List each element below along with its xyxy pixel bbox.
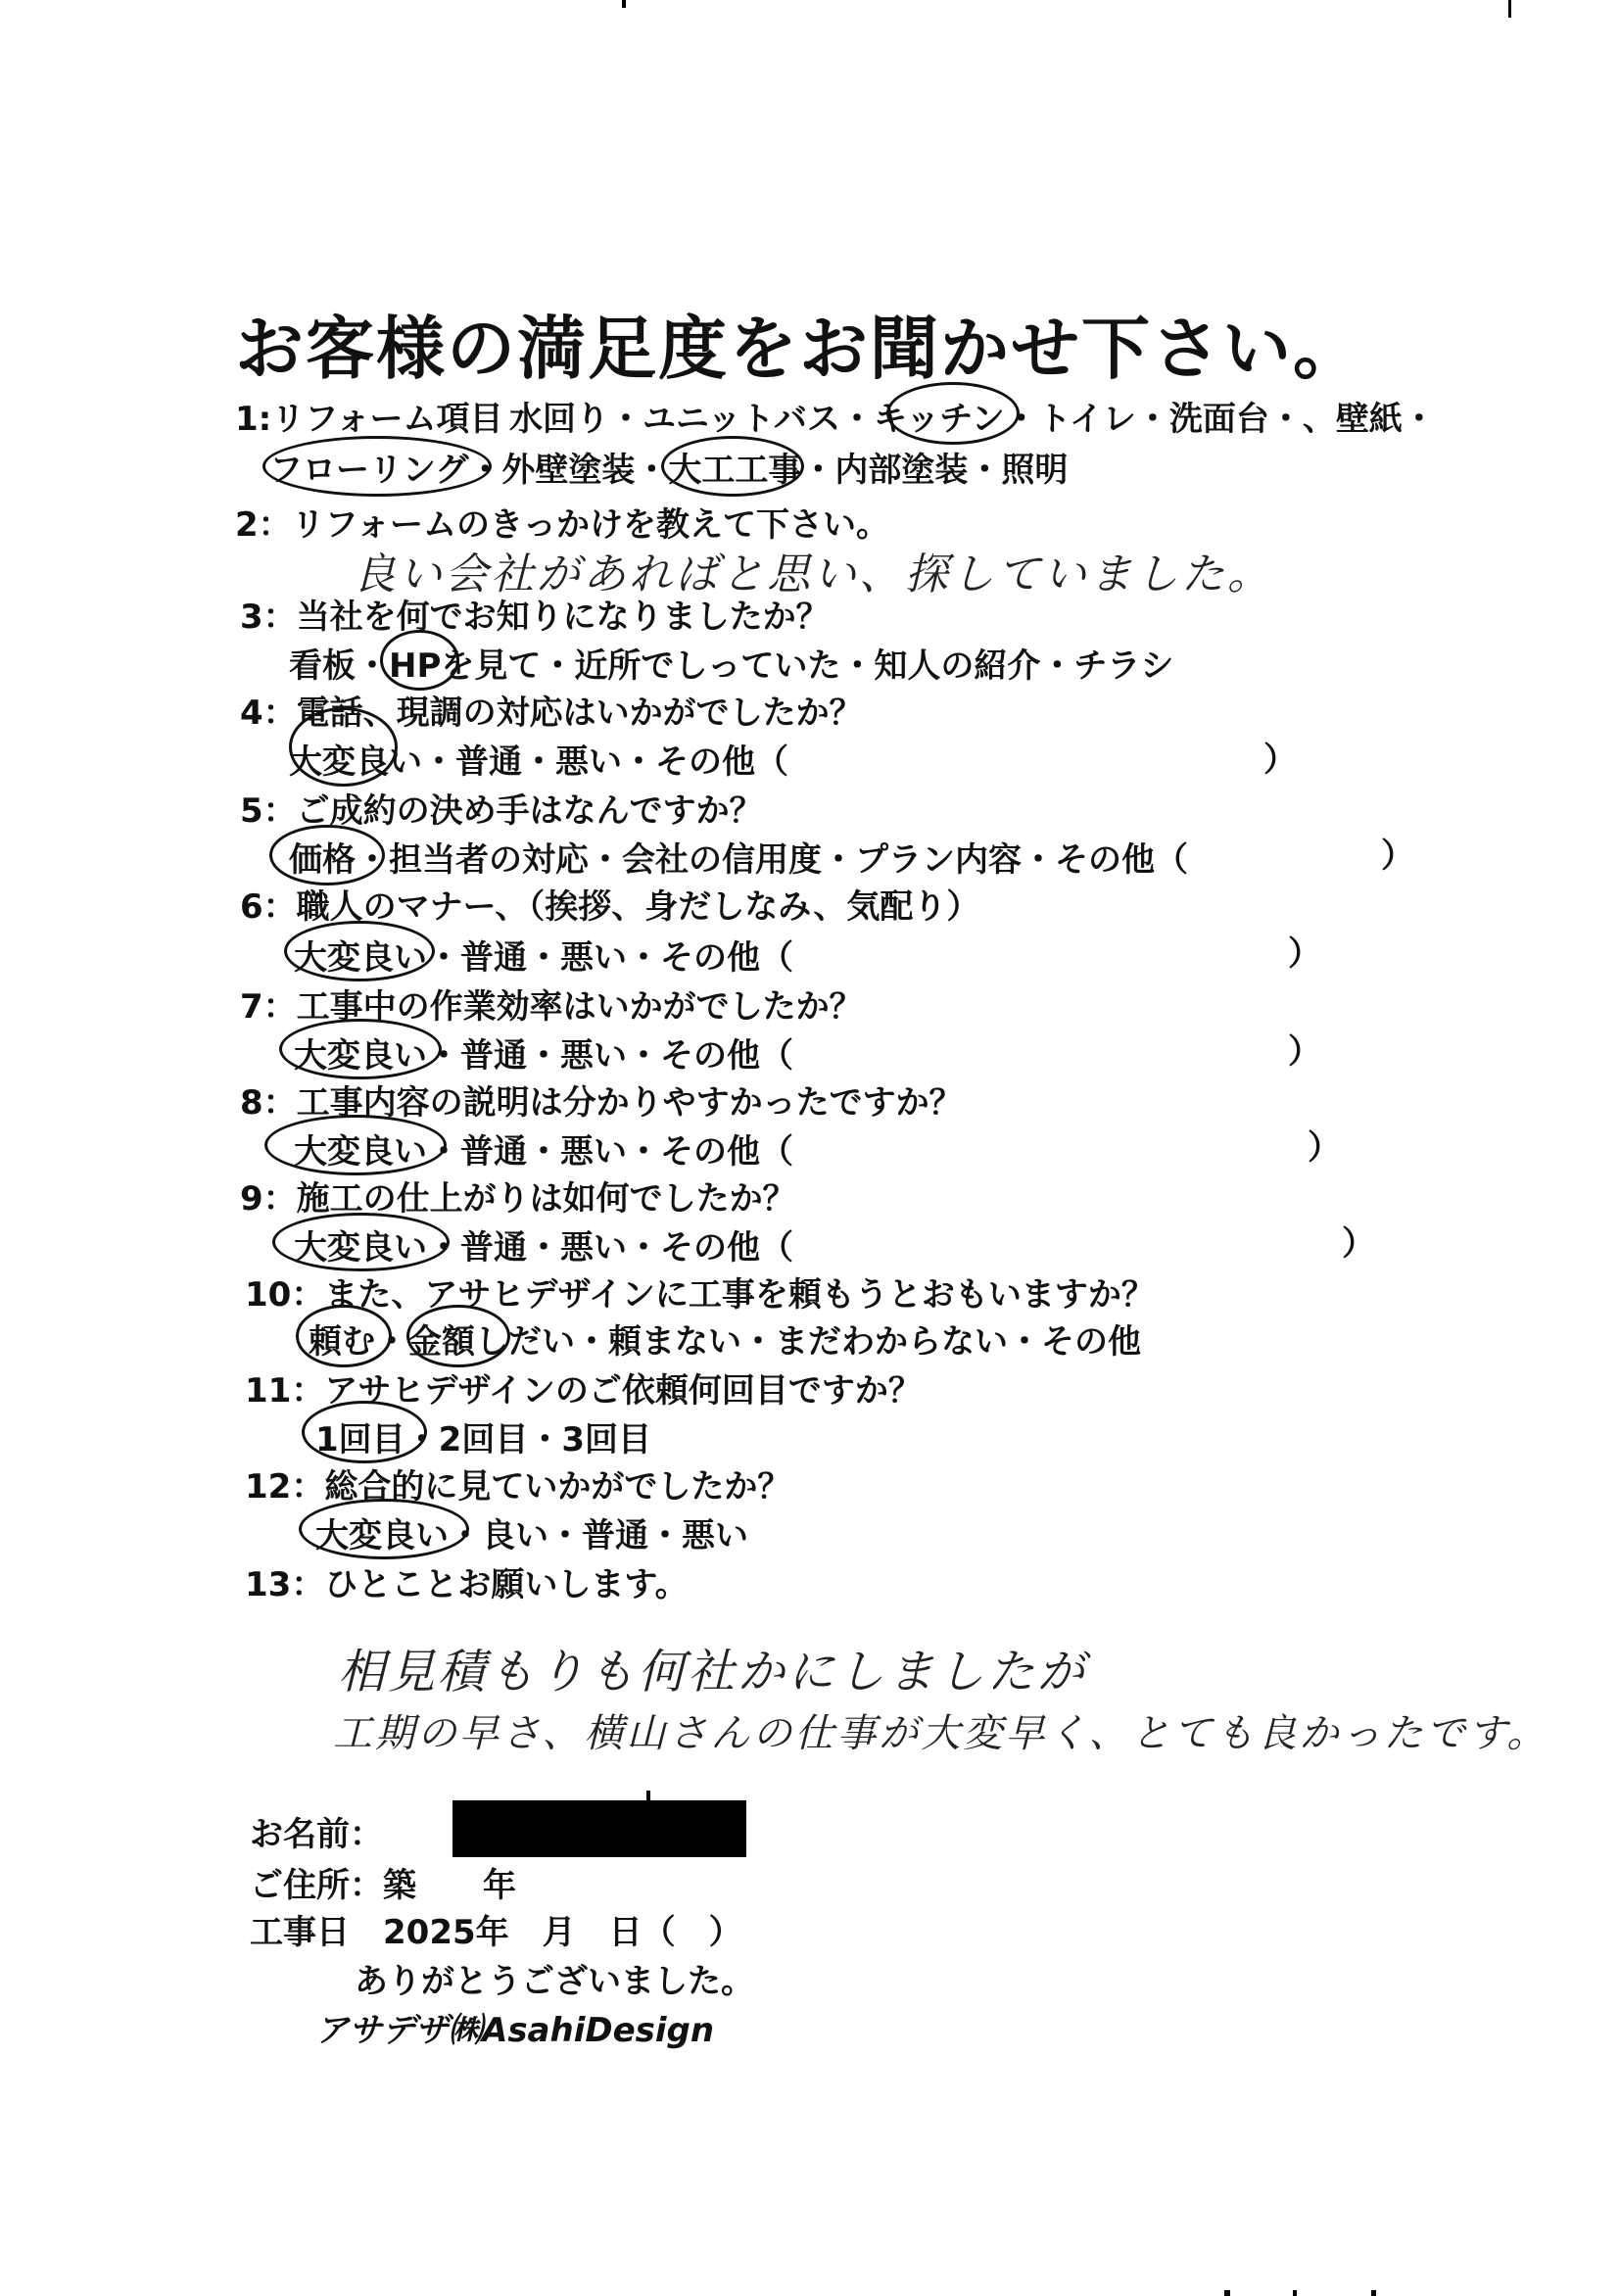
scan-noise: [1371, 2290, 1376, 2296]
question-5-options: 価格・担当者の対応・会社の信用度・プラン内容・その他（: [289, 840, 1188, 880]
question-8-options: 大変良い・普通・悪い・その他（: [294, 1132, 793, 1172]
selection-circle: [284, 921, 435, 981]
question-9-options: 大変良い・普通・悪い・その他（: [294, 1228, 793, 1268]
address-label: ご住所：築 年: [250, 1866, 516, 1905]
selection-circle: [269, 825, 385, 885]
question-4-options: 大変良い・普通・悪い・その他（: [289, 742, 788, 782]
question-7-options: 大変良い・普通・悪い・その他（: [294, 1036, 793, 1076]
selection-circle: [289, 707, 398, 787]
question-4-label: 4：電話、現調の対応はいかがでしたか？: [240, 694, 863, 733]
question-2-handwritten-answer: 良い会社があればと思い、探していました。: [353, 550, 1273, 599]
selection-circle: [661, 436, 804, 497]
question-8-label: 8：工事内容の説明は分かりやすかったですか？: [240, 1083, 963, 1123]
question-9-close-paren: ）: [1342, 1224, 1375, 1264]
question-7-label: 7：工事中の作業効率はいかがでしたか？: [240, 987, 863, 1027]
selection-circle: [264, 1115, 447, 1175]
question-1-label: 1:リフォーム項目: [235, 400, 503, 439]
question-2-label: 2：リフォームのきっかけを教えて下さい。: [235, 505, 889, 545]
question-11-label: 11：アサヒデザインのご依頼何回目ですか？: [245, 1371, 922, 1411]
selection-circle: [380, 630, 459, 691]
scan-noise: [1508, 0, 1511, 18]
question-3-label: 3：当社を何でお知りになりましたか？: [240, 598, 830, 637]
selection-circle: [299, 1499, 469, 1559]
page-title: お客様の満足度をお聞かせ下さい。: [235, 309, 1363, 389]
question-6-options: 大変良い・普通・悪い・その他（: [294, 938, 793, 978]
question-1-options-line2: フローリング・外壁塗装・大工工事・内部塗装・照明: [269, 451, 1069, 490]
question-13-handwritten-line2: 工期の早さ、横山さんの仕事が大変早く、とても良かったです。: [333, 1711, 1549, 1756]
selection-circle: [886, 382, 1020, 445]
scan-noise: [646, 1791, 650, 1800]
selection-circle: [302, 1401, 427, 1463]
construction-date-label: 工事日 2025年 月 日（ ）: [250, 1913, 742, 1952]
question-5-close-paren: ）: [1381, 837, 1414, 876]
question-12-options: 大変良い・良い・普通・悪い: [315, 1516, 748, 1555]
thanks-message: ありがとうございました。: [355, 1962, 754, 2001]
question-6-label: 6：職人のマナー、（挨拶、身だしなみ、気配り）: [240, 887, 980, 927]
question-7-close-paren: ）: [1288, 1032, 1321, 1072]
question-8-close-paren: ）: [1308, 1128, 1341, 1168]
scan-noise: [1293, 2290, 1297, 2296]
question-11-options: 1回目・2回目・3回目: [315, 1420, 651, 1459]
scan-noise: [1224, 2290, 1230, 2296]
selection-circle: [279, 1019, 442, 1079]
question-12-label: 12：総合的に見ていかがでしたか？: [245, 1467, 791, 1507]
scan-noise: [622, 0, 626, 8]
question-4-close-paren: ）: [1263, 741, 1297, 780]
question-13-label: 13：ひとことお願いします。: [245, 1565, 689, 1604]
question-1-options-line1: 水回り・ユニットバス・キッチン・トイレ・洗面台・、壁紙・: [509, 400, 1436, 439]
selection-circle: [262, 436, 492, 497]
company-name: アサデザ㈱AsahiDesign: [315, 2011, 715, 2050]
selection-circle: [406, 1305, 510, 1367]
selection-circle: [272, 1213, 450, 1271]
question-13-handwritten-line1: 相見積もりも何社かにしましたが: [338, 1645, 1088, 1699]
question-10-label: 10：また、アサヒデザインに工事を頼もうとおもいますか？: [245, 1275, 1155, 1315]
name-label: お名前：: [250, 1815, 383, 1854]
question-3-options: 看板・HPを見て・近所でしっていた・知人の紹介・チラシ: [289, 646, 1174, 686]
question-9-label: 9：施工の仕上がりは如何でしたか？: [240, 1179, 796, 1219]
question-5-label: 5：ご成約の決め手はなんですか？: [240, 791, 763, 831]
question-10-options: 頼む・金額しだい・頼まない・まだわからない・その他: [309, 1322, 1141, 1362]
question-6-close-paren: ）: [1288, 934, 1321, 974]
selection-circle: [296, 1305, 392, 1367]
redacted-name: [452, 1800, 746, 1857]
